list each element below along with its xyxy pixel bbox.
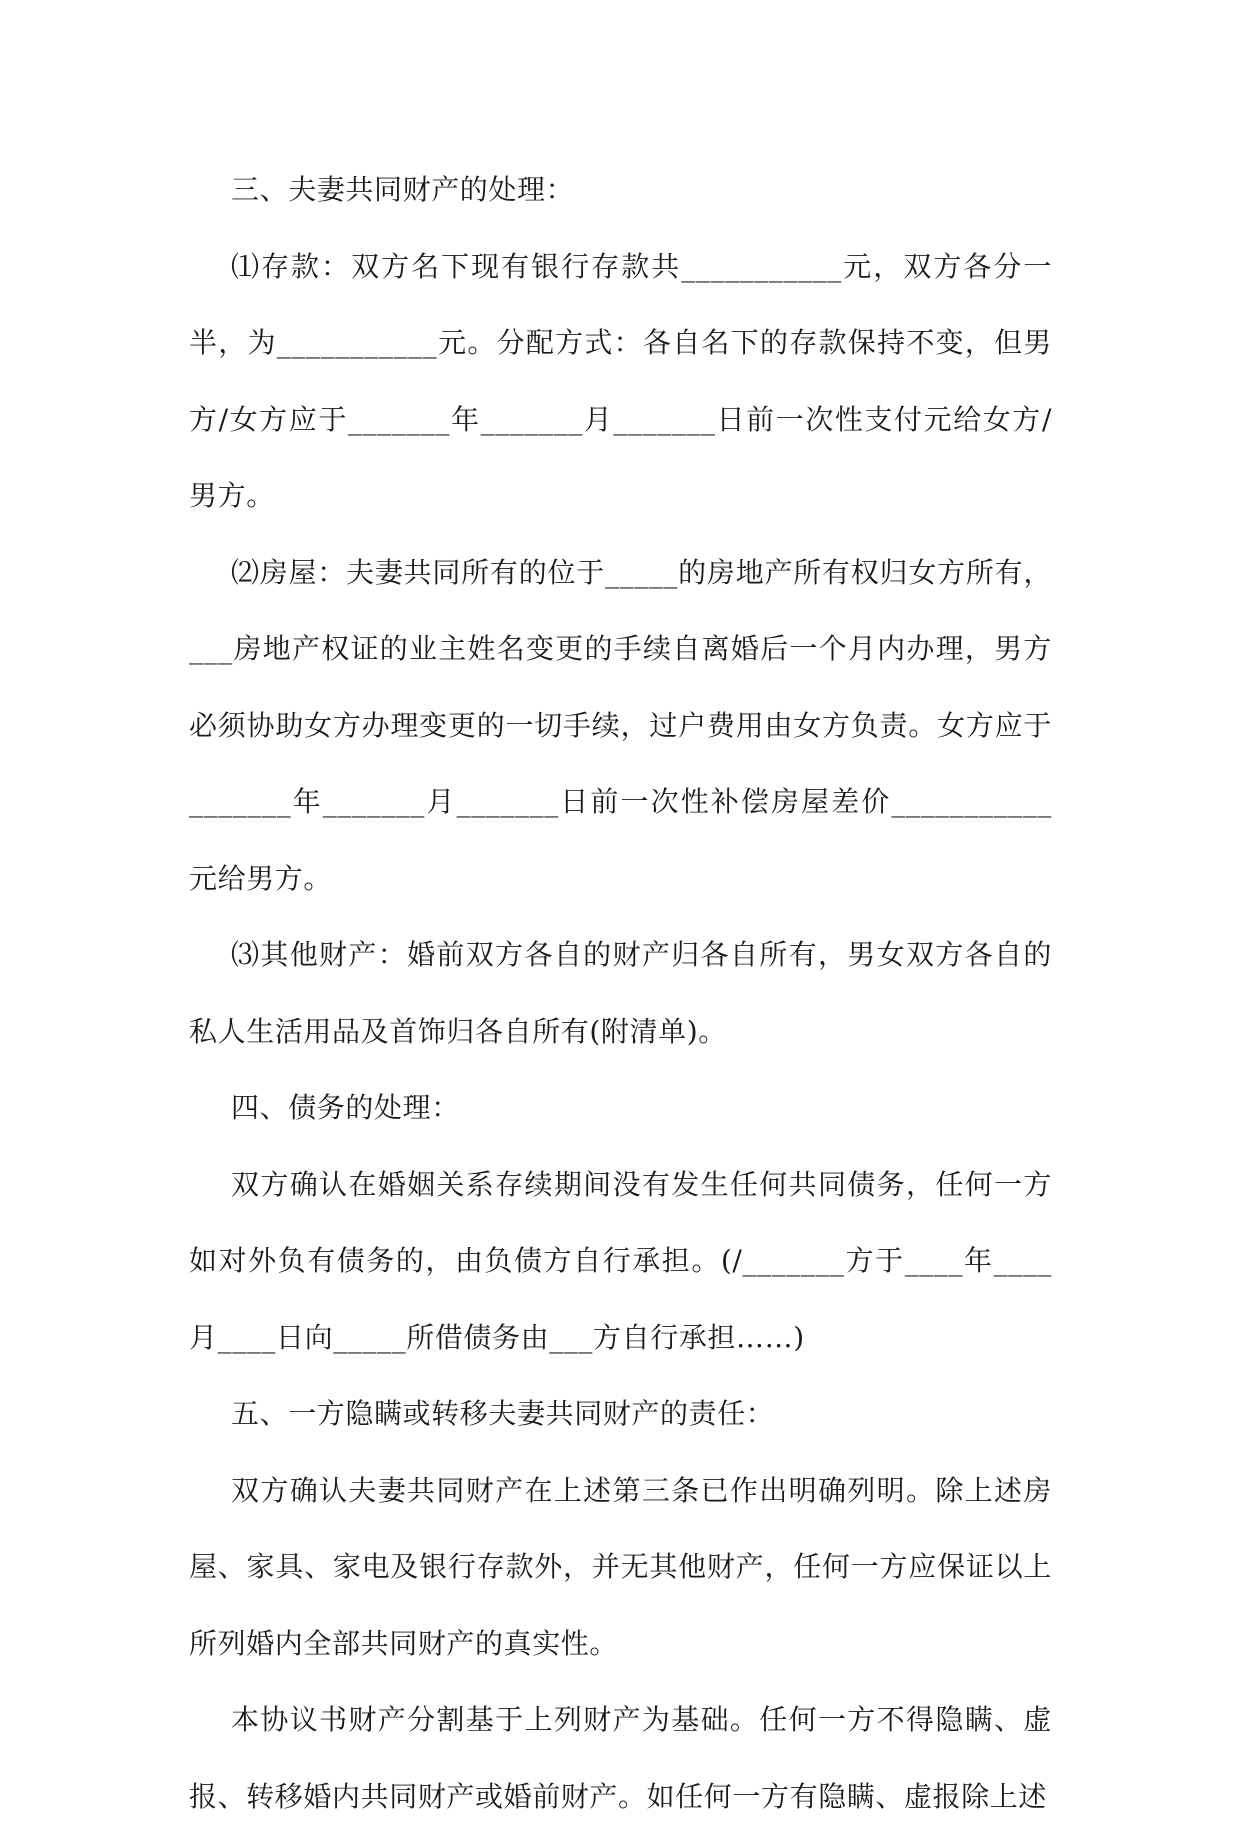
clause-savings: ⑴存款：双方名下现有银行存款共___________元，双方各分一半，为___________元。分配方式：各自名下的存款保持不变，但男方/女方应于_______年_______月_______日前一次性支付元给女方/男方。	[189, 249, 1052, 512]
clause-property-confirmation: 双方确认夫妻共同财产在上述第三条已作出明确列明。除上述房屋、家具、家电及银行存款外，并无其他财产，任何一方应保证以上所列婚内全部共同财产的真实性。	[189, 1473, 1052, 1660]
section-heading-debts: 四、债务的处理：	[231, 1091, 460, 1124]
clause-other-property: ⑶其他财产：婚前双方各自的财产归各自所有，男女双方各自的私人生活用品及首饰归各自所有(附清单)。	[189, 938, 1052, 1048]
clause-debts: 双方确认在婚姻关系存续期间没有发生任何共同债务，任何一方如对外负有债务的，由负债方自行承担。(/_______方于____年____月____日向_____所借债务由___方自行承担……)	[189, 1167, 1052, 1354]
clause-property-basis: 本协议书财产分割基于上列财产为基础。任何一方不得隐瞒、虚报、转移婚内共同财产或婚前财产。如任何一方有隐瞒、虚报除上述	[189, 1703, 1052, 1813]
document-body	[189, 152, 1052, 1835]
section-heading-concealment: 五、一方隐瞒或转移夫妻共同财产的责任：	[231, 1397, 775, 1430]
clause-house: ⑵房屋：夫妻共同所有的位于_____的房地产所有权归女方所有，___房地产权证的业主姓名变更的手续自离婚后一个月内办理，男方必须协助女方办理变更的一切手续，过户费用由女方负责。女方应于_______年_______月_______日前一次性补偿房屋差价___________元给男方。	[189, 555, 1052, 895]
section-heading-joint-property: 三、夫妻共同财产的处理：	[231, 173, 575, 206]
